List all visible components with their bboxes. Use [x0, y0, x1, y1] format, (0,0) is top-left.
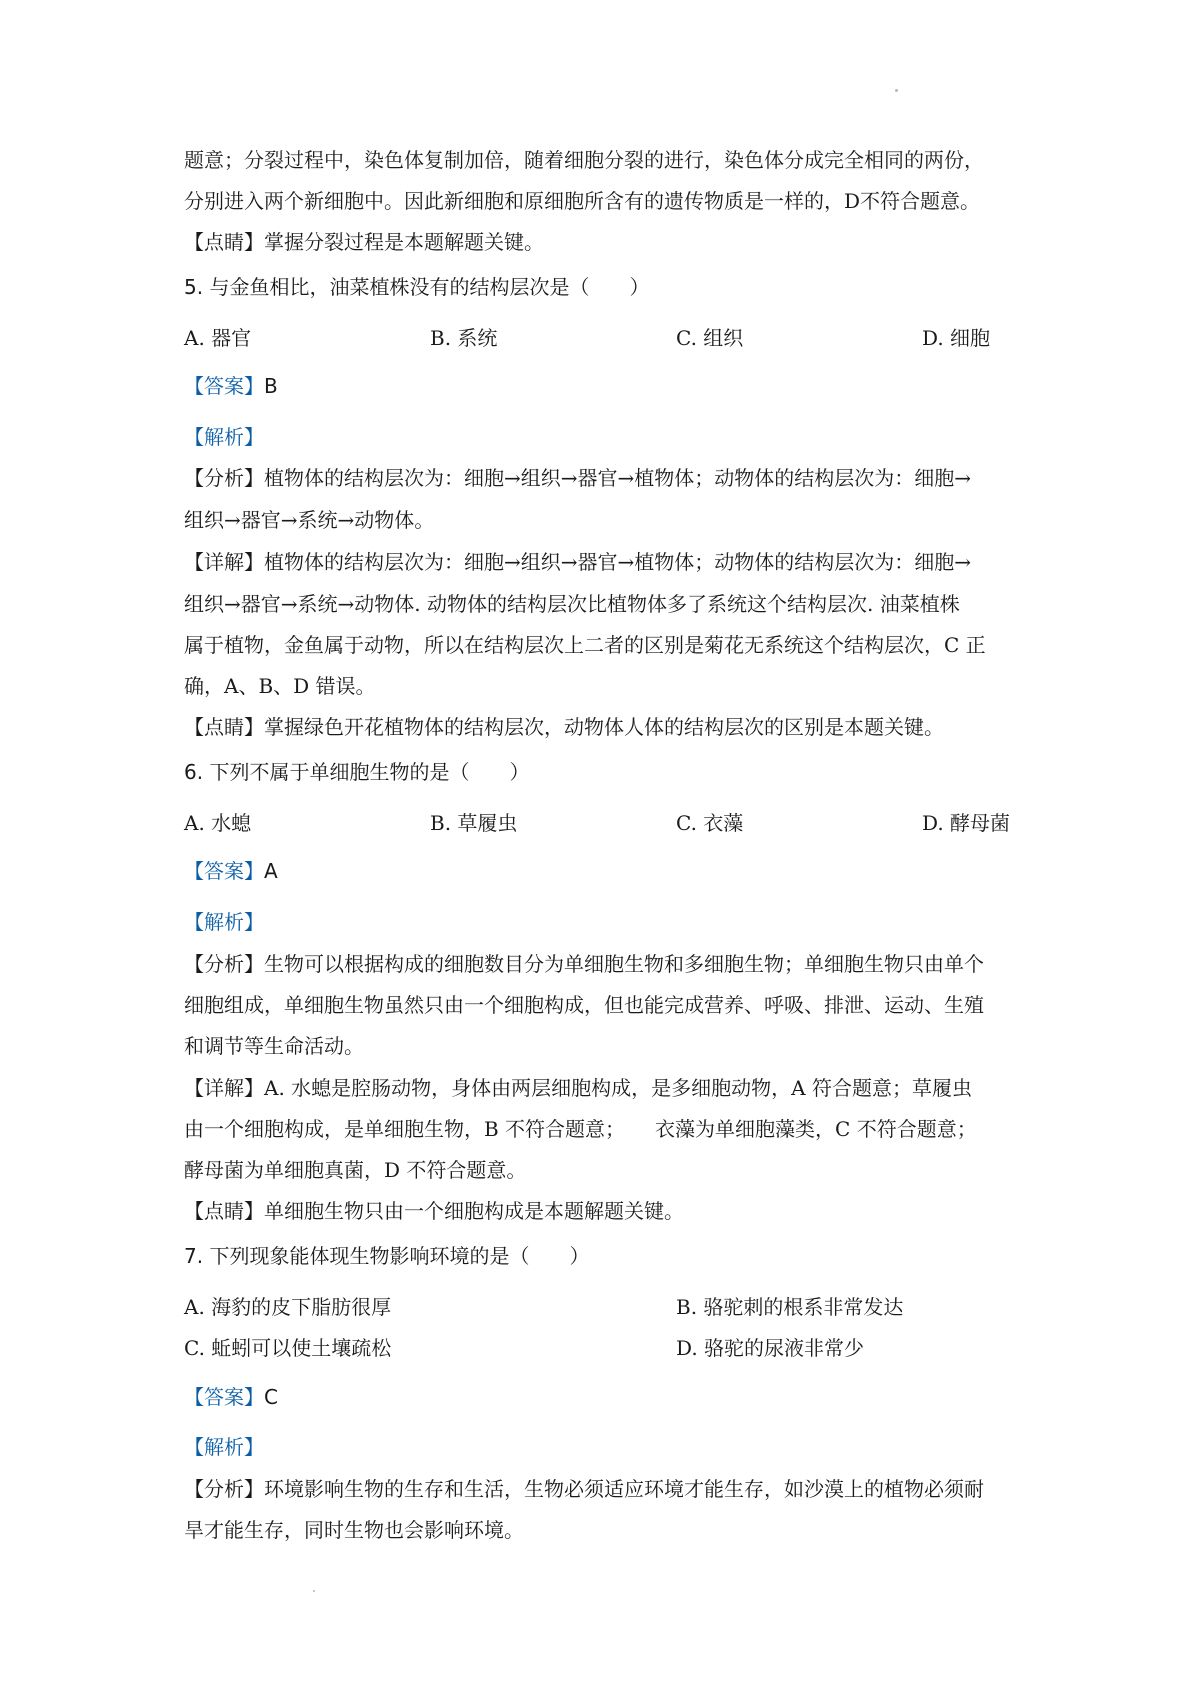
- fenxi-text: 植物体的结构层次为：细胞→组织→器官→植物体；动物体的结构层次为：细胞→: [264, 466, 972, 490]
- dianjing-line: [184, 713, 1024, 741]
- fenxi-tag: 【分析】: [184, 466, 264, 490]
- answer-label: 【答案】: [184, 1385, 264, 1409]
- dianjing-text: 掌握绿色开花植物体的结构层次，动物体人体的结构层次的区别是本题关键。: [264, 715, 944, 739]
- xiangjie-line: 由一个细胞构成，是单细胞生物，B 不符合题意； 衣藻为单细胞藻类，C 不符合题意；: [184, 1117, 977, 1141]
- q7-option-d: D. 骆驼的尿液非常少: [676, 1336, 865, 1360]
- xiangjie-line: 组织→器官→系统→动物体. 动物体的结构层次比植物体多了系统这个结构层次. 油菜植株: [184, 592, 960, 616]
- fenxi-line: 和调节等生命活动。: [184, 1034, 364, 1058]
- q6-option-b: B. 草履虫: [430, 811, 518, 835]
- dianjing-line: [184, 228, 1024, 256]
- jiexi-label: 【解析】: [184, 425, 264, 449]
- fenxi-line: [184, 1475, 1024, 1503]
- answer-value: C: [264, 1385, 278, 1409]
- fenxi-tag: 【分析】: [184, 952, 264, 976]
- xiangjie-line: 属于植物，金鱼属于动物，所以在结构层次上二者的区别是菊花无系统这个结构层次，C 正: [184, 633, 986, 657]
- q6-option-a: A. 水螅: [184, 811, 252, 835]
- xiangjie-text: A. 水螅是腔肠动物，身体由两层细胞构成，是多细胞动物，A 符合题意；草履虫: [264, 1076, 972, 1100]
- dianjing-text: 单细胞生物只由一个细胞构成是本题解题关键。: [264, 1199, 684, 1223]
- question-5-stem: 5. 与金鱼相比，油菜植株没有的结构层次是（ ）: [184, 275, 650, 299]
- dianjing-tag: 【点睛】: [184, 715, 264, 739]
- fenxi-text: 生物可以根据构成的细胞数目分为单细胞生物和多细胞生物；单细胞生物只由单个: [264, 952, 984, 976]
- q6-option-c: C. 衣藻: [676, 811, 744, 835]
- q6-option-d: D. 酵母菌: [922, 811, 1011, 835]
- scan-speck: [313, 1590, 315, 1592]
- answer-value: A: [264, 859, 278, 883]
- q7-answer: [184, 1383, 1024, 1411]
- xiangjie-text: 植物体的结构层次为：细胞→组织→器官→植物体；动物体的结构层次为：细胞→: [264, 550, 972, 574]
- dianjing-line: [184, 1197, 1024, 1225]
- q5-option-c: C. 组织: [676, 326, 744, 350]
- fenxi-line: 细胞组成，单细胞生物虽然只由一个细胞构成，但也能完成营养、呼吸、排泄、运动、生殖: [184, 993, 984, 1017]
- q5-option-d: D. 细胞: [922, 326, 991, 350]
- q5-answer: [184, 372, 1024, 400]
- answer-label: 【答案】: [184, 859, 264, 883]
- dianjing-tag: 【点睛】: [184, 230, 264, 254]
- xiangjie-line: 酵母菌为单细胞真菌，D 不符合题意。: [184, 1158, 527, 1182]
- q6-answer: [184, 857, 1024, 885]
- scan-speck: [895, 89, 898, 92]
- xiangjie-line: [184, 548, 1024, 576]
- fenxi-line: [184, 950, 1024, 978]
- answer-value: B: [264, 374, 278, 398]
- jiexi-label: 【解析】: [184, 1435, 264, 1459]
- fenxi-text: 环境影响生物的生存和生活，生物必须适应环境才能生存，如沙漠上的植物必须耐: [264, 1477, 984, 1501]
- xiangjie-tag: 【详解】: [184, 550, 264, 574]
- fenxi-tag: 【分析】: [184, 1477, 264, 1501]
- q5-option-a: A. 器官: [184, 326, 252, 350]
- xiangjie-tag: 【详解】: [184, 1076, 264, 1100]
- xiangjie-line: 确，A、B、D 错误。: [184, 674, 376, 698]
- question-6-stem: 6. 下列不属于单细胞生物的是（ ）: [184, 760, 530, 784]
- q5-option-b: B. 系统: [430, 326, 498, 350]
- dianjing-text: 掌握分裂过程是本题解题关键。: [264, 230, 544, 254]
- xiangjie-line: [184, 1074, 1024, 1102]
- answer-label: 【答案】: [184, 374, 264, 398]
- q7-option-c: C. 蚯蚓可以使土壤疏松: [184, 1336, 392, 1360]
- jiexi-label: 【解析】: [184, 910, 264, 934]
- question-7-stem: 7. 下列现象能体现生物影响环境的是（ ）: [184, 1244, 590, 1268]
- q7-option-b: B. 骆驼刺的根系非常发达: [676, 1295, 904, 1319]
- fenxi-line: 旱才能生存，同时生物也会影响环境。: [184, 1518, 524, 1542]
- paragraph-line: 分别进入两个新细胞中。因此新细胞和原细胞所含有的遗传物质是一样的，D不符合题意。: [184, 189, 981, 213]
- fenxi-line: 组织→器官→系统→动物体。: [184, 508, 435, 532]
- fenxi-line: [184, 464, 1024, 492]
- q7-option-a: A. 海豹的皮下脂肪很厚: [184, 1295, 392, 1319]
- dianjing-tag: 【点睛】: [184, 1199, 264, 1223]
- paragraph-line: 题意；分裂过程中，染色体复制加倍，随着细胞分裂的进行，染色体分成完全相同的两份，: [184, 148, 984, 172]
